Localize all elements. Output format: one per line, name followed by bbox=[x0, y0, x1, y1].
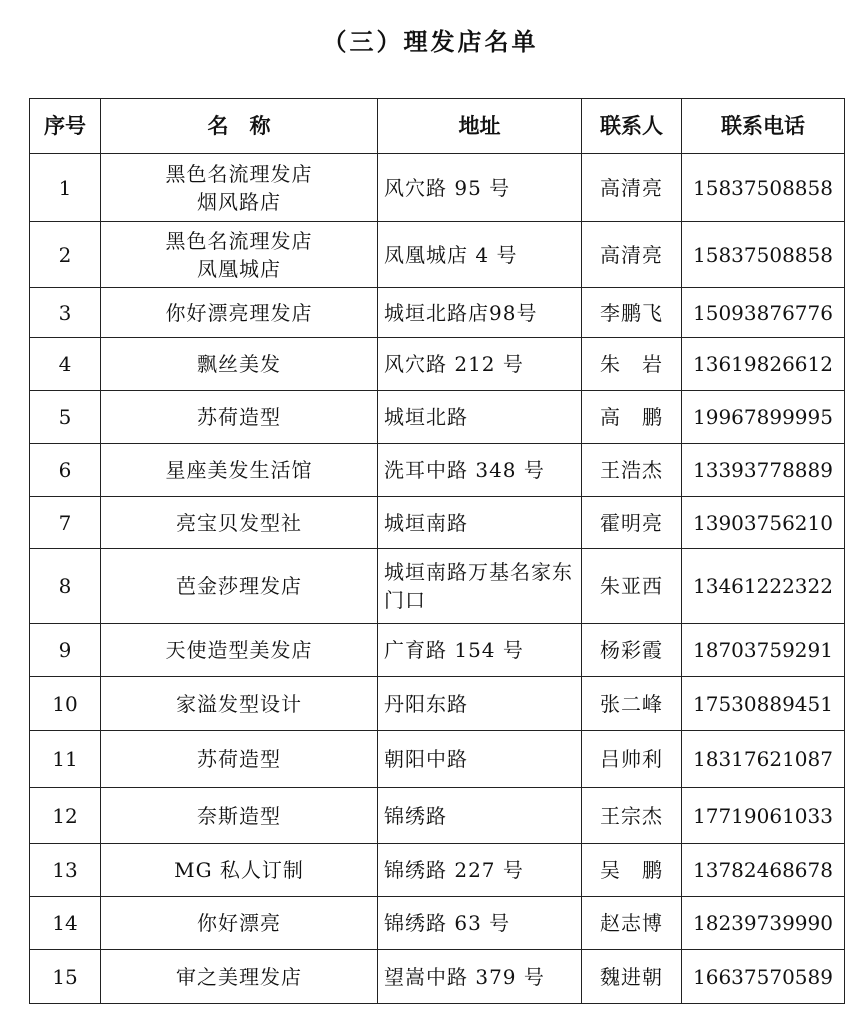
cell-contact: 李鹏飞 bbox=[582, 288, 682, 338]
cell-phone: 18239739990 bbox=[682, 897, 845, 950]
cell-no: 13 bbox=[30, 844, 101, 897]
cell-no: 4 bbox=[30, 338, 101, 391]
cell-address: 凤凰城店 4 号 bbox=[378, 222, 582, 288]
cell-phone: 13461222322 bbox=[682, 549, 845, 624]
table-row bbox=[30, 549, 845, 624]
cell-contact: 魏进朝 bbox=[582, 950, 682, 1004]
cell-name-line1: 你好漂亮理发店 bbox=[165, 300, 313, 325]
cell-name-line1: 审之美理发店 bbox=[176, 964, 302, 989]
cell-name-line2: 烟风路店 bbox=[197, 189, 281, 214]
cell-phone: 15837508858 bbox=[682, 222, 845, 288]
cell-address: 锦绣路 63 号 bbox=[378, 897, 582, 950]
cell-phone: 15093876776 bbox=[682, 288, 845, 338]
cell-no: 12 bbox=[30, 788, 101, 844]
cell-contact: 赵志博 bbox=[582, 897, 682, 950]
cell-name bbox=[101, 154, 378, 222]
cell-no: 8 bbox=[30, 549, 101, 624]
cell-name-line1: 亮宝贝发型社 bbox=[176, 510, 302, 535]
cell-phone: 19967899995 bbox=[682, 391, 845, 444]
header-name: 名 称 bbox=[101, 99, 378, 154]
cell-address: 城垣北路店98号 bbox=[378, 288, 582, 338]
table-row bbox=[30, 338, 845, 391]
cell-contact: 高清亮 bbox=[582, 154, 682, 222]
header-contact: 联系人 bbox=[582, 99, 682, 154]
cell-no: 3 bbox=[30, 288, 101, 338]
cell-no: 10 bbox=[30, 677, 101, 731]
cell-phone: 13619826612 bbox=[682, 338, 845, 391]
page-title: （三）理发店名单 bbox=[322, 28, 539, 56]
cell-name-line1: 苏荷造型 bbox=[197, 405, 281, 429]
table-row bbox=[30, 677, 845, 731]
header-no: 序号 bbox=[30, 99, 101, 154]
cell-name bbox=[101, 549, 378, 624]
cell-name-line1: 家溢发型设计 bbox=[176, 691, 302, 716]
header-address: 地址 bbox=[378, 99, 582, 154]
table-row bbox=[30, 731, 845, 788]
header-phone: 联系电话 bbox=[682, 99, 845, 154]
cell-name-line1: 黑色名流理发店 bbox=[165, 161, 313, 186]
cell-name-line1: 星座美发生活馆 bbox=[165, 458, 313, 482]
cell-name bbox=[101, 844, 378, 897]
cell-address: 风穴路 212 号 bbox=[378, 338, 582, 391]
cell-phone: 15837508858 bbox=[682, 154, 845, 222]
cell-no: 14 bbox=[30, 897, 101, 950]
cell-address: 丹阳东路 bbox=[378, 677, 582, 731]
table-row bbox=[30, 444, 845, 497]
table-row bbox=[30, 624, 845, 677]
cell-contact: 朱亚西 bbox=[582, 549, 682, 624]
cell-name-line1: 苏荷造型 bbox=[197, 747, 281, 771]
cell-no: 1 bbox=[30, 154, 101, 222]
cell-name-line1: 天使造型美发店 bbox=[165, 638, 313, 662]
cell-no: 15 bbox=[30, 950, 101, 1004]
cell-no: 9 bbox=[30, 624, 101, 677]
cell-phone: 18703759291 bbox=[682, 624, 845, 677]
table-row bbox=[30, 391, 845, 444]
cell-address: 广育路 154 号 bbox=[378, 624, 582, 677]
cell-name bbox=[101, 391, 378, 444]
cell-phone: 13393778889 bbox=[682, 444, 845, 497]
cell-name bbox=[101, 624, 378, 677]
cell-name bbox=[101, 288, 378, 338]
cell-name bbox=[101, 677, 378, 731]
cell-name bbox=[101, 222, 378, 288]
cell-contact: 高清亮 bbox=[582, 222, 682, 288]
cell-name-line1: 你好漂亮 bbox=[197, 911, 281, 935]
cell-name-line1: 飘丝美发 bbox=[197, 352, 281, 376]
table-row bbox=[30, 897, 845, 950]
cell-contact: 高 鹏 bbox=[582, 391, 682, 444]
cell-address: 城垣南路 bbox=[378, 497, 582, 549]
cell-no: 11 bbox=[30, 731, 101, 788]
table-row bbox=[30, 222, 845, 288]
table-body bbox=[30, 154, 845, 1004]
cell-name-line1: MG 私人订制 bbox=[174, 858, 304, 882]
cell-name bbox=[101, 338, 378, 391]
cell-contact: 王浩杰 bbox=[582, 444, 682, 497]
cell-address: 锦绣路 227 号 bbox=[378, 844, 582, 897]
cell-contact: 杨彩霞 bbox=[582, 624, 682, 677]
table-row bbox=[30, 288, 845, 338]
cell-phone: 13782468678 bbox=[682, 844, 845, 897]
cell-address: 朝阳中路 bbox=[378, 731, 582, 788]
cell-contact: 王宗杰 bbox=[582, 788, 682, 844]
cell-contact: 朱 岩 bbox=[582, 338, 682, 391]
cell-name bbox=[101, 497, 378, 549]
cell-phone: 17530889451 bbox=[682, 677, 845, 731]
cell-name bbox=[101, 444, 378, 497]
table-row bbox=[30, 844, 845, 897]
cell-phone: 18317621087 bbox=[682, 731, 845, 788]
cell-phone: 16637570589 bbox=[682, 950, 845, 1004]
cell-address: 洗耳中路 348 号 bbox=[378, 444, 582, 497]
table-row bbox=[30, 154, 845, 222]
cell-contact: 张二峰 bbox=[582, 677, 682, 731]
cell-no: 6 bbox=[30, 444, 101, 497]
table-row bbox=[30, 788, 845, 844]
cell-address: 望嵩中路 379 号 bbox=[378, 950, 582, 1004]
table-row bbox=[30, 497, 845, 549]
cell-contact: 吕帅利 bbox=[582, 731, 682, 788]
barbershop-table bbox=[29, 98, 845, 1004]
cell-name-line1: 奈斯造型 bbox=[197, 803, 281, 828]
cell-no: 5 bbox=[30, 391, 101, 444]
cell-name bbox=[101, 788, 378, 844]
cell-contact: 吴 鹏 bbox=[582, 844, 682, 897]
cell-no: 7 bbox=[30, 497, 101, 549]
cell-contact: 霍明亮 bbox=[582, 497, 682, 549]
cell-phone: 13903756210 bbox=[682, 497, 845, 549]
cell-name-line2: 凤凰城店 bbox=[197, 256, 281, 281]
cell-address: 锦绣路 bbox=[378, 788, 582, 844]
cell-name bbox=[101, 950, 378, 1004]
table-row bbox=[30, 950, 845, 1004]
cell-address: 风穴路 95 号 bbox=[378, 154, 582, 222]
cell-name-line1: 黑色名流理发店 bbox=[165, 228, 313, 253]
cell-no: 2 bbox=[30, 222, 101, 288]
cell-name-line1: 芭金莎理发店 bbox=[176, 574, 302, 598]
cell-address: 城垣南路万基名家东门口 bbox=[378, 549, 582, 624]
table-header-row bbox=[30, 99, 845, 154]
cell-address: 城垣北路 bbox=[378, 391, 582, 444]
cell-name bbox=[101, 731, 378, 788]
cell-name bbox=[101, 897, 378, 950]
cell-phone: 17719061033 bbox=[682, 788, 845, 844]
